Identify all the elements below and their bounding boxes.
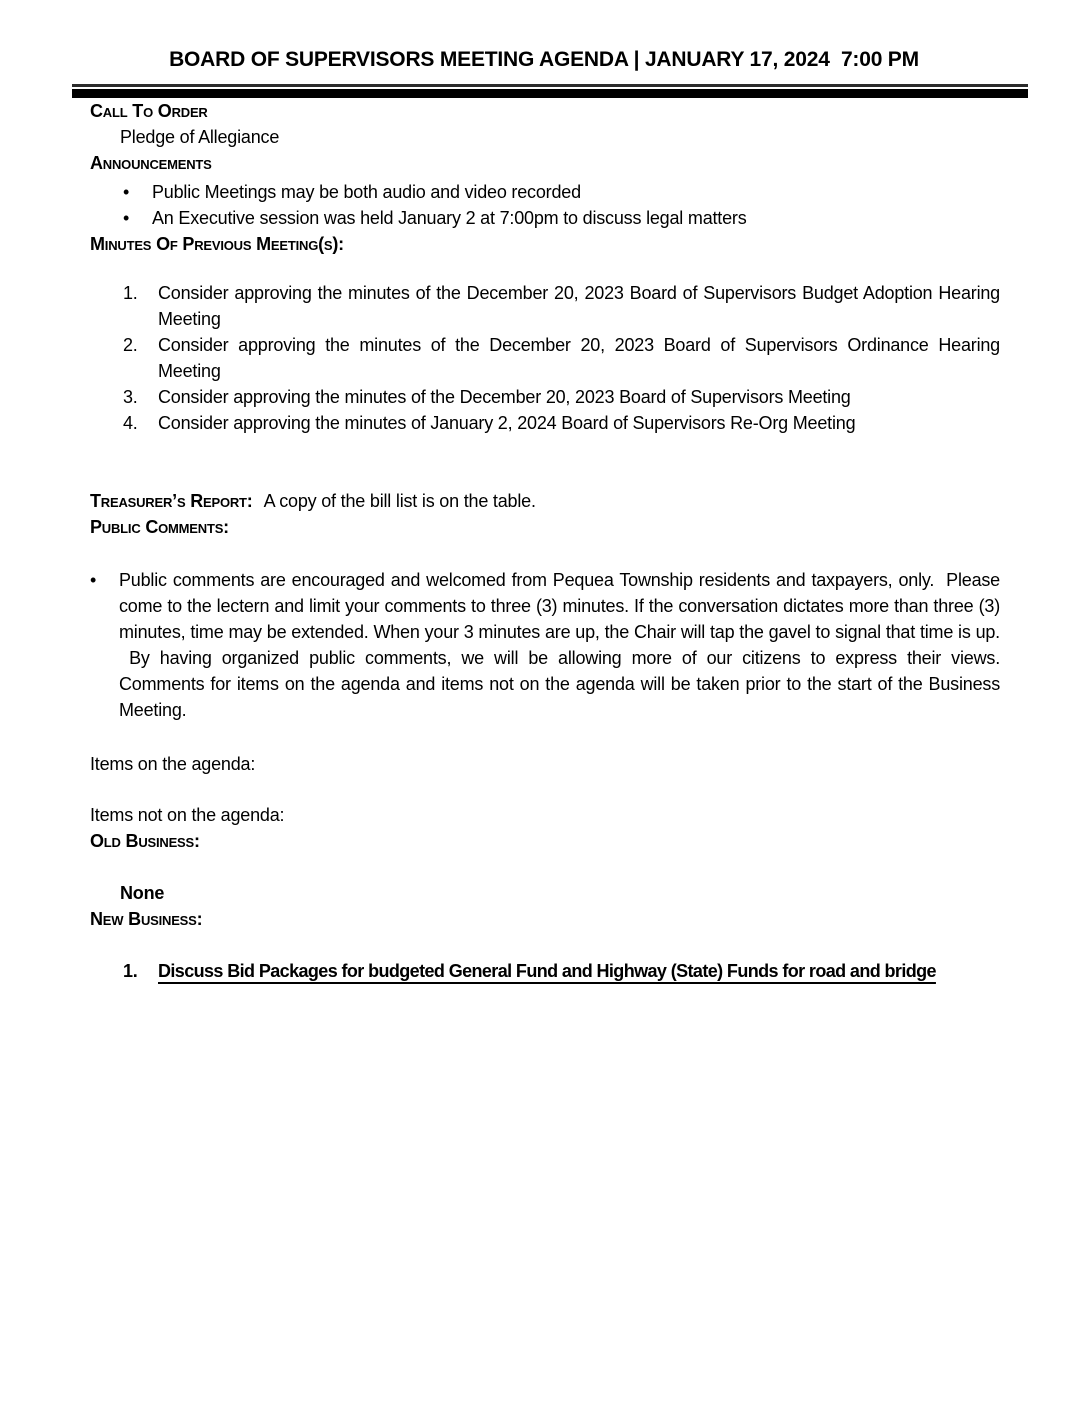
public-comments-text: Public comments are encouraged and welcomed from Pequea Township residents and taxpayers, only. Please come to the lectern and limit your comments to three (3) minutes. If the conversation dictates more than three (3) minutes, time may be extended. When your 3 minutes are up, the Chair will tap the gavel to signal that time is up. By having organized public comments, we will be allowing more of our citizens to express their views. Comments for items on the agenda and items not on the agenda will be taken prior to the start of the Business Meeting. (119, 570, 1000, 720)
list-item (123, 179, 1000, 205)
minutes-item-text: Consider approving the minutes of January 2, 2024 Board of Supervisors Re-Org Meeting (158, 413, 856, 433)
minutes-item-number: 4. (123, 413, 138, 433)
public-comments-heading: Public Comments: (90, 517, 229, 537)
treasurers-report-text: A copy of the bill list is on the table. (263, 491, 536, 511)
header-rule (72, 84, 1028, 98)
minutes-item-text: Consider approving the minutes of the December 20, 2023 Board of Supervisors Meeting (158, 387, 851, 407)
minutes-item (123, 410, 1000, 436)
announcement-text-1: Public Meetings may be both audio and video recorded (152, 182, 581, 202)
bullet-icon: • (123, 182, 130, 202)
new-business-heading: New Business: (90, 909, 203, 929)
list-item (123, 205, 1000, 231)
announcement-text-2: An Executive session was held January 2 at 7:00pm to discuss legal matters (152, 208, 747, 228)
pledge-of-allegiance-text: Pledge of Allegiance (120, 127, 280, 147)
treasurers-report-line (90, 488, 1000, 514)
public-comments-paragraph (90, 567, 1000, 723)
minutes-item (123, 332, 1000, 384)
announcements-heading: Announcements (90, 153, 212, 173)
header-rule-thick-line (72, 89, 1028, 98)
document-body (90, 98, 1000, 984)
treasurers-report-heading: Treasurer’s Report: (90, 491, 253, 511)
call-to-order-heading: Call To Order (90, 101, 208, 121)
minutes-list (123, 280, 1000, 436)
minutes-heading: Minutes Of Previous Meeting(s): (90, 234, 344, 254)
minutes-item-text: Consider approving the minutes of the December 20, 2023 Board of Supervisors Ordinance Hearing Meeting (158, 335, 1000, 381)
minutes-item-number: 1. (123, 283, 138, 303)
minutes-item (123, 280, 1000, 332)
bullet-icon: • (90, 570, 97, 590)
bullet-icon: • (123, 208, 130, 228)
document-title: BOARD OF SUPERVISORS MEETING AGENDA | JANUARY 17, 2024 7:00 PM (169, 48, 919, 71)
minutes-item (123, 384, 1000, 410)
old-business-heading: Old Business: (90, 831, 200, 851)
items-not-on-agenda-text: Items not on the agenda: (90, 805, 285, 825)
minutes-item-number: 2. (123, 335, 138, 355)
new-business-item (123, 958, 1000, 984)
new-business-item-text: Discuss Bid Packages for budgeted General Fund and Highway (State) Funds for road and bridge (158, 961, 936, 981)
old-business-none-text: None (120, 883, 165, 903)
announcements-list (123, 179, 1000, 231)
minutes-item-text: Consider approving the minutes of the December 20, 2023 Board of Supervisors Budget Adoption Hearing Meeting (158, 283, 1000, 329)
new-business-item-number: 1. (123, 961, 138, 981)
items-on-agenda-text: Items on the agenda: (90, 754, 256, 774)
minutes-item-number: 3. (123, 387, 138, 407)
